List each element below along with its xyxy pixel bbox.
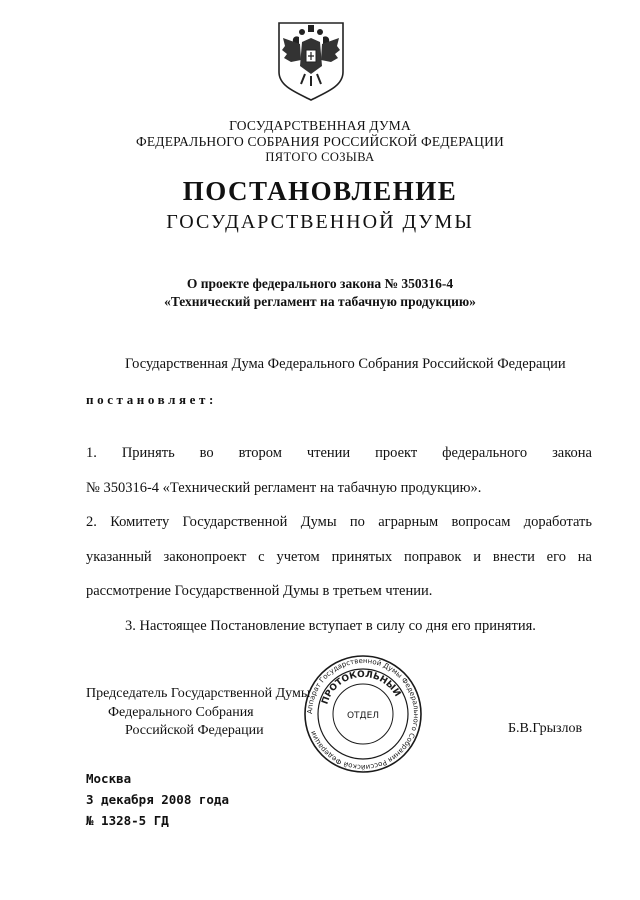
item-2-line-2: указанный законопроект с учетом принятых поправок и внести его на: [86, 549, 592, 565]
document-title-line-2: «Технический регламент на табачную продукцию»: [164, 294, 476, 309]
item-2-line-3: рассмотрение Государственной Думы в третьем чтении.: [86, 583, 433, 599]
signatory-position-line-3: Российской Федерации: [125, 723, 264, 738]
org-line-2: ФЕДЕРАЛЬНОГО СОБРАНИЯ РОССИЙСКОЙ ФЕДЕРАЦИИ: [136, 134, 504, 149]
item-1-line-2: № 350316-4 «Технический регламент на табачную продукцию».: [86, 480, 482, 496]
item-3: 3. Настоящее Постановление вступает в силу со дня его принятия.: [125, 618, 536, 634]
protocol-department-stamp: [302, 653, 424, 775]
signatory-position-line-1: Председатель Государственной Думы: [86, 686, 311, 701]
intro-text: Государственная Дума Федерального Собрания Российской Федерации: [125, 356, 566, 372]
stamp-inner-text: ПРОТОКОЛЬНЫЙ: [320, 669, 403, 706]
place-of-issue: Москва: [86, 771, 132, 786]
document-number: № 1328-5 ГД: [86, 813, 169, 828]
stamp-graphic: [302, 653, 424, 775]
document-subtype: ГОСУДАРСТВЕННОЙ ДУМЫ: [166, 211, 474, 233]
document-type: ПОСТАНОВЛЕНИЕ: [182, 176, 458, 206]
document-title-line-1: О проекте федерального закона № 350316-4: [186, 276, 454, 291]
date-of-issue: 3 декабря 2008 года: [86, 792, 229, 807]
item-1-line-1: 1. Принять во втором чтении проект федерального закона: [86, 445, 592, 461]
item-2-line-1: 2. Комитету Государственной Думы по аграрным вопросам доработать: [86, 514, 592, 530]
resolves-text: постановляет:: [86, 392, 217, 407]
signatory-name: Б.В.Грызлов: [508, 721, 583, 736]
coat-of-arms-icon: [275, 20, 347, 102]
signatory-position-line-2: Федерального Собрания: [108, 705, 254, 720]
stamp-center-text: ОТДЕЛ: [346, 711, 380, 721]
stamp-outer-text: Аппарат Государственной Думы Федерального Собрания Российской Федерации: [305, 656, 421, 772]
org-line-3: ПЯТОГО СОЗЫВА: [265, 150, 375, 164]
org-line-1: ГОСУДАРСТВЕННАЯ ДУМА: [229, 118, 411, 133]
emblem-graphic: [275, 20, 347, 102]
